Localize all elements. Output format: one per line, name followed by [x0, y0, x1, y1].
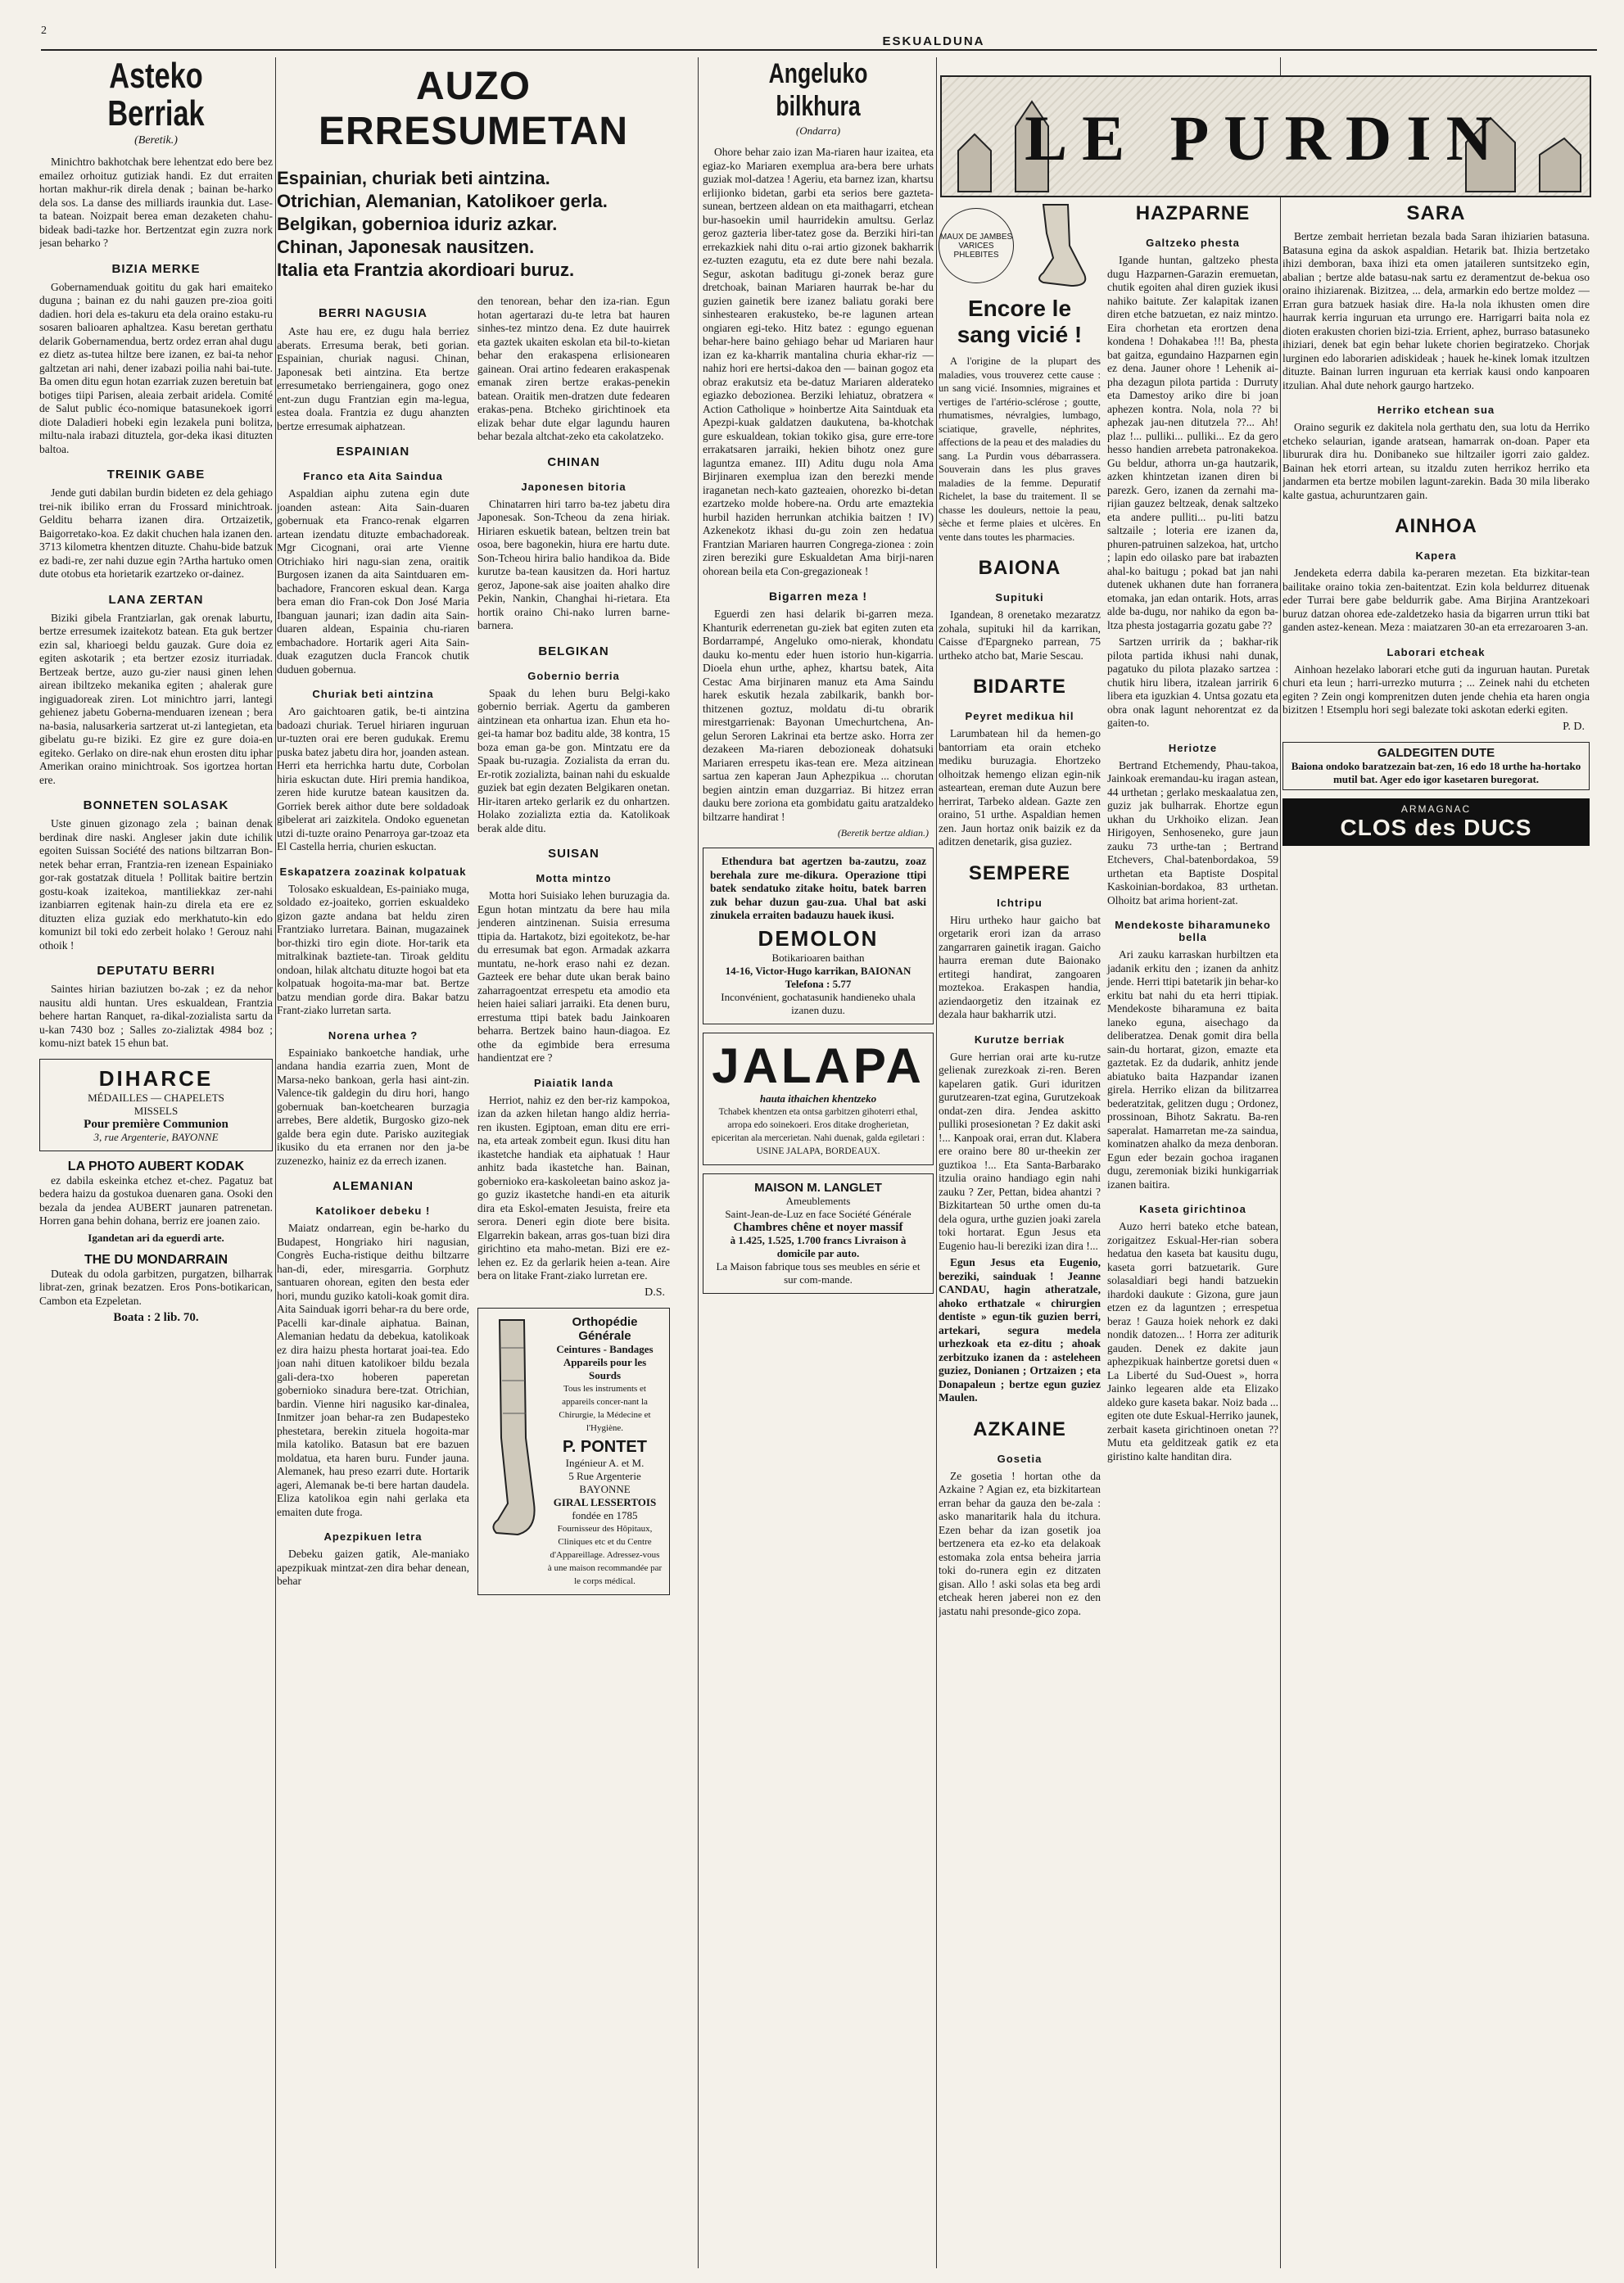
- article-title: AUZO ERRESUMETAN: [318, 65, 629, 153]
- town-heading: BIDARTE: [973, 676, 1066, 698]
- section-heading: ESPAINIAN: [336, 445, 410, 459]
- advertisement-demolon: [703, 848, 934, 1024]
- dentist-notice: Egun Jesus eta Eugenio, bereziki, sainduak ! Jeanne CANDAU, hagin atheratzale, ahoko erthatzale « chirurgien dentiste » egun-tik guzien berri, artekari, segura medela urhezkoak eta ez-ditu ; ahoak zerbitzuko izanen da : asteleheen guziez, Donianen ; Ortzaizen ; eta Donapaleun ; bertze egun guziez Maulen.: [939, 1256, 1101, 1404]
- article-title: Asteko Berriak: [107, 57, 205, 133]
- subsection-heading: Laborari etcheak: [1387, 645, 1486, 658]
- town-heading: AINHOA: [1395, 515, 1477, 537]
- article-paragraph: Gure herrian orai arte ku-rutze gelienak zurezkoak zi-ren. Beren kapelaren gatik. Guri iduritzen gurutzearen-tzat egina, Gurutzekoak ondat-zen dira. Jendea askitto pulliki prosesionetan ? Ez dakit aski !... Kanpoak orai, erran dut. Klabera ere oraino bere 80 ur-theekin zer guztikoa !... Eta Santa-Barbarako itzulia oraino handiago egin nahi zauku ? Zer, Pettan, bidea ahantzi ? Bizkitartean 50 urthe omen du-ta dela ogura, urthe guzien joaki zarela toki hortarat. Egun Jesus eta Eugenio hau-li bereziki izan dira !...: [939, 1050, 1101, 1252]
- subsection-heading: Churiak beti aintzina: [312, 688, 434, 700]
- section-heading: BERRI NAGUSIA: [318, 306, 427, 320]
- stocking-icon: [485, 1315, 542, 1544]
- notice-body: Baiona ondoko baratzezain bat-zen, 16 edo 18 urthe ha-hortako mutil bat. Ager edo igor kasetaren buregorat.: [1291, 759, 1581, 785]
- subsection-heading: Piaiatik landa: [533, 1076, 614, 1089]
- column-sara-ainhoa: [1282, 201, 1590, 2268]
- subsection-heading: Norena urhea ?: [328, 1028, 418, 1042]
- ad-line: ARMAGNAC: [1400, 802, 1472, 815]
- article-paragraph: Saintes hirian baziutzen bo-zak ; ez da nehor nausitu aldi huntan. Ures eskualdean, Frantzia behere hartan Ranquet, ra-dikal-zozialista sartu da u-kan 7430 boz ; Salles zo-zializtak 4984 boz ; komu-nizt batek 15 ehun bat.: [39, 983, 273, 1049]
- ad-line: fondée en 1785: [572, 1508, 638, 1521]
- ad-price: Boata : 2 lib. 70.: [113, 1311, 199, 1324]
- masthead: ESKUALDUNA: [882, 34, 985, 48]
- article-paragraph: Biziki gibela Frantziarlan, gak orenak laburtu, bertze erresumek izaitekotz batean. Eta guk bertzer ezin sal, kharioegi beldu gauzak. Gure doia ez egiten askotarik ; eta bertzer ezosiz iturriadak. Bertzeak bertze, auzo gu-zier nausi ginen lehen airean ibiltzeko mekanika egiten ; ahalerak gure ingiguadoreak ziren. Lot minichtro jarri, lantegi gehienez jabetu Goberna-menduaren izenean ; bera na-basia, nalusarkeria sartzerat ut-zi lantegietan, eta gibelatu gu-re biziki. Ez gire ez gure doia-en egiteko. Gerlako on dire-nak ehun erosten ditu iphar Amerikan oraino minichtroak. Sos igortzea hortan ere.: [39, 611, 273, 786]
- ad-line: à 1.425, 1.525, 1.700 francs Livraison à domicile par auto.: [730, 1233, 907, 1259]
- subsection-heading: Kaseta girichtinoa: [1139, 1203, 1246, 1215]
- article-paragraph: Igande huntan, galtzeko phesta dugu Hazparnen-Garazin eremuetan, chutik egoiten ahal diren guziek ikusi nahiko baitute. Zer kalapitak izanen diren etche batzuetan, ez naiz mintzo. Eira chorhetan eta erortzen dena kondena ! Dohakabea !!! Ba, phesta bat gaitza, egundaino Hazparnen egin ez dena. Jauner ohore ! Lehenik ai-pha dezagun pilota partida : Durruty eta Damestoy ariko dire bi joan aphezen kontra. Nola, nola ?? bi aphezak jau-nen ditutzela ??... Ah! plaz !... pulliki... pulliki... Ez da gero hesso handien arrebeta patronakekoa. Gu beldur, athorra un-ga hautzarik, azken khintzetan izanen diren bi parezk. Gero, izanen da zernahi ma-rijian gauzez beltzeak, denak saltzeko eta andere pulliti... pu-liti batzu saltzaile ; loteria ere izanen da, phuren-patruinen salzekoa, hat, urtcho ; lapin edo oilasko pare bat irabazten ahal-ko baitugu ; pokad bat jan nahi dutenek ukhanen dute han forranera etomaka, jan edan ontarik. Hots, arras alde ba-dugu, nor nahiko da egon ba-ltza phesta jostagarria gozatu gabe ??: [1107, 254, 1278, 631]
- article-paragraph: Oraino segurik ez dakitela nola gerthatu den, sua lotu da Herriko etcheko selaurian, igande aratsean, hamarrak on-doan. Paper eta libururak dira hu. Donibaneko sue hiltzailer igorri zaio galdez. Bainan hek etorri artean, su itzaldu zuten herrikoz herriko eta jandarmen eta bertze mobilen lagunt-zarekin. Bada 30 mila liberako kalte gastua, achuruntzaren gain.: [1282, 421, 1590, 501]
- subsection-heading: Galtzeko phesta: [1146, 237, 1240, 249]
- column-angeluko-bilkhura: [703, 57, 934, 2268]
- article-paragraph: den tenorean, behar den iza-rian. Egun hotan agertarazi du-te letra bat hauren sinhes-tez mintzo dena. Ez dute hauirrek eta gaztek ukaiten eskolan eta bil-to-kietan behar den erakaspena erlisionearen gainean. Orai artino fedearen erakaspenak emanak ziren bertze erakas-penekin batean. Oraitik men-dratzen dute fedearen erakas-pena. Btcheko girichtinoek eta elizak behar dute elgar lagundu hauren behar bezala altchat-zeko eta cakolatzeko.: [477, 295, 670, 442]
- article-paragraph: Ohore behar zaio izan Ma-riaren haur izaitea, eta egiaz-ko Mariaren exemplua ara-bera bere urhats guziak mol-datzea ! Ageriu, eta barnez izan, khartsu erlijionko bidetan, garbi eta serios bere gazteta-sunean, bertzeen aldean on eta maithagarri, etchean bur-hasoekin umil haurridekin amultsu. Gerlaz geroz gazteria liber-tatez gose da. Berziki hiri-tan errekazkiek nahi ditu o-rai artio gizonek bakharrik ez-tuzten ezagutu, eta ez dute bere nahi bezala. Segur, askotan baditugu gi-zonek beraz gure dretchoak, bainan Mariaren haurrak be-har du guzien gainetik bere izanez baliatu goraki bere sinhestearen erakusteko, be-re lagunen artean ongiaren egi-teko. Hitz batez : egungo eguenan behar-here baino gehiago behar ud Mariaren haur izan ez ka-kharrik mantalina churia ekhar-riz — nahiz hori ere hertsi-dakoa den — bainan gogoz eta obraz erakutsiz eta be-datuz Mariaren alderateko egiazko debozionea. Berziki lehiatuz, obratzera « Action Catholique » hoinbertze Aita Saintduak eta Apezpi-kuak galdatzen daukutena, ba-khotchak gure eskualdean, tokian tokiko gisa, gure erre-tore errakatsaren jarraiki, hekien bihotz onez gure laguntza emanez. III) Aditu dugu nola Ama Birjinaren exemplua izan den berezki mende iraganetan nech-kato gazteaien, ohorezko bi-detan ezartzeko molde hobere-na. Ordu arte emaztekia hurbil haziden herrunkan atchikia baitzen ! IV) Azkenekotz ikhasi du-gu zoin zen hedatua Frantzian Mariaren haurren Congrega-zionea : zoin ziren bereziki gure Eskualdetan Ama birji-naren ohorean beila eta Con-gregazioneak !: [703, 146, 934, 577]
- subsection-heading: Ichtripu: [997, 896, 1043, 909]
- ad-line: Ceintures - Bandages: [556, 1342, 654, 1355]
- subsection-heading: Japonesen bitoria: [521, 480, 627, 493]
- deck-line: Italia eta Frantzia akordioari buruz.: [277, 260, 575, 280]
- section-heading: TREINIK GABE: [106, 468, 206, 481]
- article-paragraph: Bertze zembait herrietan bezala bada Saran ihiziarien batasuna. Batasuna egina da askok aspaldian. Hetarik bat. Ihizia bertzetako ihizi demboran, baxa ihizi eta omen jataileren suntsitzeko egin, abalian ; bertze alde batasu-nak sartu ez deramentzut de-bekua oso oraino ihiziarenak. Bizitzea, ... dela, armarkin edo bertze moldez — Erran gura batzuek hasiak dire. Ha-la nola ikhusten omen dire haurrak kerria inguruan eta urrungo ere. Harrigarri baita nola ez dioten erakusten chorien bizi-tzia. Errient, aphez, burraso batasuneko ihiziari, denek bat egin behar lukete chorien begiratzeko. Chorjak lurginen edo laborarien adiskideak ; hauek he-kinek lomak itzultzen dituzte. Bainan lurren inguruan eta kerriak kausi ondo kanpoaren itzulian. Ahal dute nehork gaurgo hartzeko.: [1282, 230, 1590, 391]
- banner-title: LE PURDIN: [1025, 102, 1507, 174]
- article-title: Angeluko bilkhura: [768, 58, 868, 122]
- section-heading: DEPUTATU BERRI: [97, 964, 215, 978]
- subsection-heading: Gobernio berria: [527, 669, 620, 682]
- ad-line: Inconvénient, gochatasunik handieneko uhala izanen duzu.: [721, 990, 916, 1016]
- ad-body: Ethendura bat agertzen ba-zautzu, zoaz berehala zure me-dikura. Operazione ttipi batek sendatuko zitake hoitu, batek barren zuk behar duzun gau-zua. Uhal bat aski zinukela erraiten badauzu hauek ikusi.: [710, 855, 926, 921]
- ad-line: La Maison fabrique tous ses meubles en série et sur com-mande.: [716, 1259, 921, 1286]
- headline-deck: [277, 167, 670, 282]
- header-rule: [41, 49, 1597, 51]
- ad-line: Ingénieur A. et M.: [565, 1456, 645, 1469]
- article-paragraph: Jende guti dabilan burdin bideten ez dela gehiago trei-nik ibiliko erran du Frossard minichtroak. Gelditu beharra izanen dira. Ortzaizetik, Baigorretako-koa. Ez dakit chuchen hala izanen den. 3713 kilometra khentzen dituzte. Chahu-bide batzuk ez badi-re, zer nahi duzue egin ?Artha hartuko omen dute otobus eta horietarik ezartzeko or-dainez.: [39, 486, 273, 580]
- column-asteko-berriak: [39, 57, 273, 2268]
- subsection-heading: Kapera: [1415, 549, 1457, 562]
- section-heading: ALEMANIAN: [332, 1179, 414, 1193]
- article-paragraph: Igandean, 8 orenetako mezaratzz zohala, supituki hil da karrikan, Caisse d'Epargneko parrean, 75 urtheko atcho bat, Marie Sescau.: [939, 608, 1101, 662]
- column-rule: [936, 57, 937, 2268]
- ad-title: CLOS des DUCS: [1340, 814, 1532, 840]
- article-paragraph: Aspaldian aiphu zutena egin dute joanden astean: Aita Sain-duaren gobernuak eta Franco-renak elgarren artean izendatu dituzte embachadoreak. Mgr Cicognani, orai arte Vienne Otrichiako hiri nagu-sian zena, oraitik Burgosen izanen da aita Saintduaren em-bachadore, Francoren eskual dean. Karga bera eman dio Fran-cok Don José Maria Ibanguan jaunari; izan dadin aita Sain-duaren aldean, Espainia chu-riaren embachadore. Hortarik ageri Aita Sain-duak ezagutzen ducla Francok chutik duduen gobernua.: [277, 487, 469, 676]
- advertisement-langlet: [703, 1173, 934, 1294]
- subsection-heading: Mendekoste biharamuneko bella: [1115, 919, 1271, 943]
- article-paragraph: Hiru urtheko haur gaicho bat orgetarik erori izan da arraso zangarraren gainetik iragan. Gaicho haurra ereman dute Baionako ertitegi handirat, zangoaren moztekoa. Erakaspen handia, aziendaorgetiz den itzainak ez dezala haur bakharrik utzi.: [939, 913, 1101, 1020]
- article-paragraph: Motta hori Suisiako lehen buruzagia da. Egun hotan mintzatu da bere hau mila jenderen aintzinenan. Suisia erresuma ttipia da. Hartakotz, bizi egoitekotz, be-har du erresumak bat egon. Armadak azkarra muntatu, ne-hork eraso nahi ez dezan. Gazteek ere behar dute ukan berak baino zaharragoentzat errespetu eta amodio eta heien haiei saliari jarraiki. Eta denen buru, errestuma ttipi batek badu Jainkoaren beharra. Bertzek baino haun-diagoa. Ez othe da egimbide bera erresuma handientzat ere ?: [477, 889, 670, 1064]
- ad-line: MÉDAILLES — CHAPELETS: [88, 1091, 224, 1104]
- page-number: 2: [41, 25, 47, 37]
- ad-title: THE DU MONDARRAIN: [84, 1252, 228, 1267]
- subsection-heading: Apezpikuen letra: [323, 1530, 423, 1543]
- article-paragraph: Spaak du lehen buru Belgi-kako gobernio berriak. Agertu da gamberen aintzinean eta onhartua izan. Ehun eta ho-gei-ta hamar boz baditu alde, 38 kontra, 15 boza eman ga-be gon. Mintzatu ere da Spaak bu-ruzagia. Zozialista da erran du. Er-rotik zozializta, bainan nahi du eskualde guziek bat egin dezaten Belgikaren onetan. Hir-itaren arteko gerlarik ez du onhartzen. Holako zozializta eztia da. Katolikoak berak alde ditu.: [477, 686, 670, 834]
- ad-line: Saint-Jean-de-Luz en face Société Générale: [725, 1207, 912, 1220]
- subsection-heading: Herriko etchean sua: [1377, 404, 1495, 416]
- article-signature: D.S.: [645, 1286, 665, 1299]
- article-paragraph: Minichtro bakhotchak bere lehentzat edo bere bez emailez orhoituz gutiziak handi. Ez dut erraiten hortan makhur-rik direla denak ; bainan be-harko dela sos. La danse des milliards iraunkia dut. Lase-ta batean. Noizpait berea eman dezaketen chahu-bideak badi-tazke hor. Bertzentzat egin zuzra nork jesan beharko ?: [39, 156, 273, 249]
- advertisement-orthopedie: [477, 1308, 670, 1595]
- ad-line: Ameublements: [785, 1194, 851, 1207]
- town-heading: SARA: [1406, 202, 1466, 224]
- subsection-heading: Motta mintzo: [536, 872, 612, 884]
- column-auzo-erresumetan: [277, 57, 670, 2268]
- advertisement-diharce: [39, 1059, 273, 1151]
- town-heading: SEMPERE: [968, 861, 1071, 884]
- ad-title: JALAPA: [712, 1038, 925, 1093]
- subsection-heading: Peyret medikua hil: [965, 710, 1074, 722]
- article-paragraph: Aro gaichtoaren gatik, be-ti aintzina badoazi churiak. Teruel hiriaren inguruan ur-tuzten orai ere beren gudukak. Eremu puska batez jabetu dira hor, joanden astean. Herri eta herrichka hartu dute, Corbolan hiria eskuctan dute. Hiri premia handikoa, zeren hide kurutze batean kausitzen da. Gorriek berek aithor dute bere soldadoak gibelerat ari zaizkitela. Ondoko eguenetan utzi di-tuzte oraino Penarroya gar-tzoaz eta El Castella herria, churien eskuctan.: [277, 705, 469, 852]
- banner-illustration: [940, 75, 1591, 197]
- column-rule: [1280, 57, 1281, 2268]
- ad-line: 3, rue Argenterie, BAYONNE: [93, 1130, 219, 1143]
- ad-line: Tchabek khentzen eta ontsa garbitzen gihoterri ethal, arropa edo soinekoeri. Eros ditake drogherietan, epiceritan ala mercerietan. Nahi duenak, galda egiletari : USINE JALAPA, BORDEAUX.: [711, 1106, 925, 1156]
- article-paragraph: Maiatz ondarrean, egin be-harko du Budapest, Hongriako hiri nagusian, Congrès Eucha-ristique deithu biltzarre han-di, eder, miresgarria. Gorphutz santuaren ohorean, egiten den besta eder hori, mundu guziko katoli-koak gomit dira. Aita Sainduak igorri behar-ra du bere orde, Pacelli kar-dinale aiphatua. Bainan, Alemanian hedatu da debekua, katolikoak ez dira haizu phesta hortarat joai-tea. Edo joan nahi dituen katolikoer bildu bezala gali-dera-txo hoberen paperetan gobernioko sinadura bere-tzat. Otrichian, bardin. Vienne hiri nagusiko kar-dinalea, Inmitzer joan behar-ra zen Budapesteko phestetara, berekin zituela hogoita-mar mila katoliko. Batasun bat ere bazuen moldatua, eta haren buru. Funder jauna. Alemanek, hau preso ezarri dute. Hortarik ageri, Alemanak be-ti bere hartan daudela. Eliza katolikoa egin nahi gerlaka eta emaiten dute froga.: [277, 1222, 469, 1518]
- column-rule: [698, 57, 699, 2268]
- article-paragraph: Ainhoan hezelako laborari etche guti da inguruan hautan. Puretak churi eta leun ; harri-urrezko muturra ; ... Zeinek nahi du etcheten egiten ? Zein ongi komprenitzen duten jende chehia eta haren ongia bizitzen ! Etsemplu hori segi balezate toki askotan ederki egiten.: [1282, 662, 1590, 716]
- ad-line: Chambres chêne et noyer massif: [733, 1220, 903, 1234]
- ad-line: Tous les instruments et appareils concer-nant la Chirurgie, la Médecine et l'Hygiène.: [559, 1383, 651, 1433]
- ad-line: Igandetan ari da eguerdi arte.: [88, 1231, 224, 1244]
- column-rule: [275, 57, 276, 2268]
- deck-line: Otrichian, Alemanian, Katolikoer gerla.: [277, 191, 608, 211]
- subsection-heading: Gosetia: [997, 1452, 1043, 1465]
- subsection-heading: Franco eta Aita Saindua: [303, 470, 443, 482]
- ad-name: P. PONTET: [563, 1437, 647, 1456]
- ad-line: Telefona : 5.77: [785, 977, 852, 990]
- leg-icon: [1019, 201, 1101, 291]
- remedy-badge: MAUX DE JAMBES VARICES PHLEBITES: [939, 208, 1014, 283]
- ad-title: Orthopédie Générale: [572, 1314, 638, 1343]
- advertisement-armagnac: [1282, 798, 1590, 846]
- article-byline: (Ondarra): [795, 124, 841, 137]
- ad-line: 14-16, Victor-Hugo karrikan, BAIONAN: [725, 964, 912, 977]
- ad-title: LA PHOTO AUBERT KODAK: [67, 1159, 245, 1173]
- subsection-heading: Bigarren meza !: [768, 590, 868, 603]
- article-paragraph: Larumbatean hil da hemen-go bantorriam eta orain etcheko mediku buruzagia. Ehortzeko olhoitzak hemengo elizan egin-nik asteartean, ereman dute Auzun bere herrirat, Tarbeko aldean. Gazte zen oraino, 51 urthe. Aspaldian hemen zen. Jaun hortaz onik baizik ez da aditzen denetarik, gisa guziez.: [939, 727, 1101, 848]
- article-paragraph: Eguerdi zen hasi delarik bi-garren meza. Khanturik ederrenetan gu-ziek bat egiten zuten eta Bordarrampé, Angeluko omo-nierak, khondatu dauku ko-mentu eder huen istorio hun-kigarria. Dioela ehun urthe, aphez, khartsu batek, Aita Cestac Ama birjinaren manuz eta Ama Saindu harek eskutik hezala zabilkarik, bankh bor-thitzenen goztuz, moldatu di-tu obrarik mirestgarrienak: Bayonan Umechurtchena, An-gelun Seroren Lakrinai eta bertze asko. Horra zer dezakeen Ma-riaren debozioneak dohatsuki Mariaren errespetu ikas-tean ere. Meza aitzinean sartua zen kaperan Jaun Aphezpikua ... chorutan begien aintzin eman duzgarriaz. Bi hitzez erran dauku bere zoriona eta gombidatu gaitu aratzaldeko biltzarre handirat !: [703, 608, 934, 823]
- article-paragraph: Sartzen urririk da ; bakhar-rik pilota partida ikhusi nahi dunak, pagatuko du pilota plazako sartzea : chutik hiru libera, itzalean jarririk 6 libera eta iguzkian 4. Untsa gozatu eta obra onak lagunt nehorentzat ez da gaiten-to.: [1107, 635, 1278, 729]
- section-heading: BELGIKAN: [538, 644, 609, 658]
- article-paragraph: Ze gosetia ! hortan othe da Azkaine ? Agian ez, eta bizkitartean erran behar da gauza den be-zala : asko manaritarik hala du itchura. Ezen behar da izan gosetik joa bertzenera eta ez-ko eta delakoak estomaka zola entsa beheira jarria toki do-runera egin ez ditzaten gisan. Allo ! aski solas eta beg ardi etcheak heren jaberei non ez den jastatu nahi presonde-gico zopa.: [939, 1469, 1101, 1617]
- ad-line: hauta ithaichen khentzeko: [759, 1092, 877, 1105]
- article-signature: (Beretik bertze aldian.): [837, 827, 929, 839]
- ad-body: Duteak du odola garbitzen, purgatzen, bilharrak librat-zen, grinak bezatzen. Eros Pons-botikarican, Cambon eta Ezpeletan.: [39, 1267, 273, 1307]
- ad-title: MAISON M. LANGLET: [754, 1180, 882, 1195]
- remedy-title: Encore le sang vicié !: [957, 296, 1083, 347]
- article-paragraph: Ari zauku karraskan hurbiltzen eta jadanik erkitu den ; izanen da anhitz jende. Herri ttipi batetarik jin behar-ko erkitu bat nahi du eta herri ttipiak. Mendekoste biharamuna ez baita laneko eguna, aisechago da deliberatzea. Denak gomit dira bella sain-du hortarat, gizon, emazte eta gaztetak. Ez da dudarik, anhitz jende abiatuko baita Hazpandar izanen girela. Herriko elizan da bilitzarrea bederatzitak, gelitzen dugu ; Ordonez, prossinoan, Bihotz Sakratu. Ba-ren saperalat. Hamarretan me-za saindua, kominatzen ahalko da meza denboran. Egun eder bezain gochoa iraganen dugu, zeremoniak biziki hunkigarriak izanen baitira.: [1107, 948, 1278, 1191]
- subsection-heading: Kurutze berriak: [974, 1033, 1065, 1046]
- section-heading: CHINAN: [547, 454, 600, 469]
- article-byline: (Beretik.): [134, 134, 178, 147]
- ad-line: 5 Rue Argenterie BAYONNE: [568, 1469, 641, 1495]
- article-signature: P. D.: [1563, 720, 1585, 733]
- subsection-heading: Heriotze: [1168, 741, 1218, 754]
- article-paragraph: Gobernamenduak goititu du gak hari emaiteko duguna ; bainan ez du nahi gauzen pre-zioa goiti dadien. hori dela es-takuru eta dela oraino estaku-ru sosaren balioaren aphaltzea. Kasu beretan gerthatu delarik Gobernamendua, bertz ordez erran ahal dugu ez dietz as-tutea hiltze bere izanen, ez bai-ta nehor galtzetan ari nahi, dener izabazi poilia nahi bai-tute. Ba omen ditu egun hotan ezarriak zuzen beretuin bat botiges tiipi Parisen, aleaia zerbait aridela. Comité de Salut public éco-nomique batasunekoek igorri diote Daladieri hobeki egin lezakela puni bolitza, miltu-nala irabazi dituztela, gor-deka ikasi dituzten baltoa.: [39, 280, 273, 455]
- town-heading: HAZPARNE: [1135, 202, 1251, 224]
- notice-title: GALDEGITEN DUTE: [1377, 745, 1495, 760]
- town-heading: AZKAINE: [973, 1417, 1066, 1440]
- ad-body: ez dabila eskeinka etchez et-chez. Pagatuz bat bedera haizu da gostukoa duenaren gana. Osoki den bezala da jendea AUBERT jaunaren patrenetan. Horren gana behin dohana, berriz ere joanen zaio.: [39, 1173, 273, 1227]
- article-paragraph: Auzo herri bateko etche batean, zorigaitzez Eskual-Her-rian sobera hedatua den kaseta bat kausitu dugu, kaseta gorri batzuetarik. Gure solasaldiari begi handi batzuekin ihardoki daukute : Gizona, gure jaun etzen ez da laguntzen ; errespetua beraz ! Gauza hoiek nehork ez daki nondik datozen... ! Horra zer aditurik gauden. Denek ez dakite jaun aphezpikuak hainbertze goretsi duen « La Liberté du Sud-Ouest », horra Jainko legearen alde eta Elizako aldeko gure kaseta bakar. Noiz bada ... egiten ote dute Eskual-Herriko jaunek, zerbait kaseta girichtinoen onetan ?? Mutu eta gelditzeak gatik ez eta giristino kalte handitan dira.: [1107, 1220, 1278, 1462]
- section-heading: LANA ZERTAN: [108, 592, 204, 607]
- article-paragraph: Espainiako bankoetche handiak, urhe andana handia ezarria zuen, Mont de Marsa-neko bankoan, gerla hasi aint-zin. Valence-tik galdegin du diru hori, hango gobernuak ban-koetchearen burzagia arrebes, Bere aldetik, Burgosko gizo-nek galde bera egin dute. Parisko auzitegiak ikusiko du eta erranen nor den ja-be zuzenezko, hainiz ez da errech izanen.: [277, 1046, 469, 1167]
- deck-line: Espainian, churiak beti aintzina.: [277, 168, 550, 188]
- deck-line: Belgikan, gobernioa iduriz azkar.: [277, 214, 558, 234]
- advertisement-jalapa: [703, 1033, 934, 1165]
- section-heading: BONNETEN SOLASAK: [83, 798, 229, 812]
- ad-line: Botikarioaren baithan: [771, 951, 865, 964]
- article-paragraph: Uste ginuen gizonago zela ; bainan denak berdinak dire naski. Angleser jakin dute ichilik egoiten Suissan Société des nations biltzarran Bon-netek behar erran, Frantzia-ren izenean Espainiako gor-rak gostatzak dituela ! Pollitak baitire bertzin gostu-koak izaitekoa, mantiliekkaz zer-nahi izanbiarren egitenak hain-zu direla eta ere ez dituzten eliza guziak edo merkhatuto-kin edo komunizt bil toki edo zerbeit holako ! Gerouz nahi othoik !: [39, 817, 273, 952]
- ad-line: GIRAL LESSERTOIS: [553, 1495, 657, 1508]
- ad-title: DIHARCE: [98, 1065, 214, 1091]
- article-paragraph: Bertrand Etchemendy, Phau-takoa, Jainkoak eremandau-ku iragan astean, 44 urthetan ; gerlako meskaalatua zen, guziz jak bulharrak. Ehortze egun ukhan du Urkhoiko elizan. Jean Hirigoyen, Senhoseneko, gure jaun zauku 73 urthe-tan ; Bertrand Etchevers, Chal-batenbordakoa, 59 urthetan eta Baptiste Dospital Kaskoinian-bordakoa, 83 urthetan. Olhoitz bat arima horient-zat.: [1107, 758, 1278, 906]
- article-paragraph: Chinatarren hiri tarro ba-tez jabetu dira Japonesak. Son-Tcheou da zena hiriak. Hiriaren eskuetik batean, beltzen trein bat osoa, bere bagonekin, hiura ere hartu dute. Son-Tcheou hirira balio handikoa da. Bide kurutze ba-tean kausitzen da. Hori hartuz geroz, Japone-sak aise joaiten ahalko dire Pekin, Nankin, Changhai hi-rietara. Eta hortik oraino Chi-nako lurren barne-barnera.: [477, 497, 670, 631]
- ad-line: Fournisseur des Hôpitaux, Cliniques etc et du Centre d'Appareillage. Adressez-vous à une maison recommandée par le corps médical.: [547, 1523, 663, 1586]
- article-paragraph: Debeku gaizen gatik, Ale-maniako apezpikuak mintzat-zen dira behar denean, behar: [277, 1548, 469, 1587]
- ad-line: MISSELS: [133, 1104, 179, 1117]
- remedy-body: A l'origine de la plupart des maladies, vous trouverez cette cause : un sang vicié. Insomnies, migraines et vertiges de l'artério-sclérose ; goutte, rhumatismes, névralgies, lumbago, sciatique, gravelle, néphrites, affections de la peau et des maladies du sang. La Purdin vous débarrassera. Souverain dans les plus graves maladies de la femme. Depuratif Richelet, la base du traitement. Il se chasse les douleurs, nettoie la peau, sèche et ferme plaies et ulcères. En vente dans toutes les pharmacies.: [939, 355, 1101, 543]
- article-paragraph: Jendeketa ederra dabila ka-peraren mezetan. Eta bizkitar-tean bailitake oraino tokia zen-baitentzat. Ezin kola beldurrez dituenak eder Turrai bere gabe beldurrik gabe. Ama Birjina Arantzekoari buruz datzan ohorea ede-zaldetzeko hasia da bigarren urrun ttiki bat ganden astez-kenean. Meza : maiatzaren 30-an eta errezaroaren 3-an.: [1282, 567, 1590, 633]
- ad-title: DEMOLON: [758, 925, 879, 951]
- column-herrietarik: [939, 201, 1278, 2268]
- town-heading: BAIONA: [978, 557, 1061, 579]
- article-paragraph: Tolosako eskualdean, Es-painiako muga, soldado ez-joaiteko, gorrien eskualdeko gizon gazte andana bat heldu ziren Frantziako lurretara. Bainan, mugazainek bor-thizki tiro egin diote. Hor-tarik eta mitralkinak baztiete-tan. Tiroak gelditu ondoan, hilak altchatu dituzte hogoi bat eta kolpatuak hogoita-ma-mar bat. Bertze batzu mendian gorde dira. Bakar batzu Frant-ziako lurretan sarta.: [277, 882, 469, 1016]
- subsection-heading: Eskapatzera zoazinak kolpatuak: [279, 865, 467, 878]
- ad-line: Pour première Communion: [84, 1117, 228, 1131]
- article-paragraph: Aste hau ere, ez dugu hala berriez aberats. Erresuma berak, beti gorian. Espainian, churiak nagusi. Chinan, Japonesak beti aintzina. Eta bertze erresumetako berriengainera, gogo onez ent-zun dugu Frantzian egin ma-legua, estea doala. Frantzia ez dugu ahanzten bertze erresumak aiphatzean.: [277, 325, 469, 432]
- section-heading: SUISAN: [548, 847, 599, 861]
- deck-line: Chinan, Japonesak nausitzen.: [277, 237, 535, 257]
- subsection-heading: Supituki: [995, 591, 1044, 604]
- subsection-heading: Katolikoer debeku !: [315, 1205, 431, 1217]
- section-heading: BIZIA MERKE: [111, 261, 201, 276]
- ad-line: Appareils pour les Sourds: [563, 1355, 647, 1381]
- le-purdin-banner: [940, 75, 1591, 204]
- classified-notice: [1282, 742, 1590, 790]
- article-paragraph: Herriot, nahiz ez den ber-riz kampokoa, izan da azken hiletan hango aldiz herria-ren ikusten. Egiptoan, eman ditu ere erri-na, eta arteak zombeit egun. Ikusi ditu han ikastetche handiak eta aiphatuak ! Haur anhitz bada ikastetche han. Bainan, gobernioko era-kaskoleetan baino askoz ja-go guziz ikastetche handi-en eta aiturik dira eta Eskol-ematen Jesuista, freire eta serora. Deneri egin diote bere bisita. Elgarrekin bakean, arras gos-tuan bizi dira girichtino eta maho-metan. Bizi ere ez-lehen ez. Ez da gerlarik heien a-tean. Aire bera on litake Frant-ziako lurretan ere.: [477, 1093, 670, 1282]
